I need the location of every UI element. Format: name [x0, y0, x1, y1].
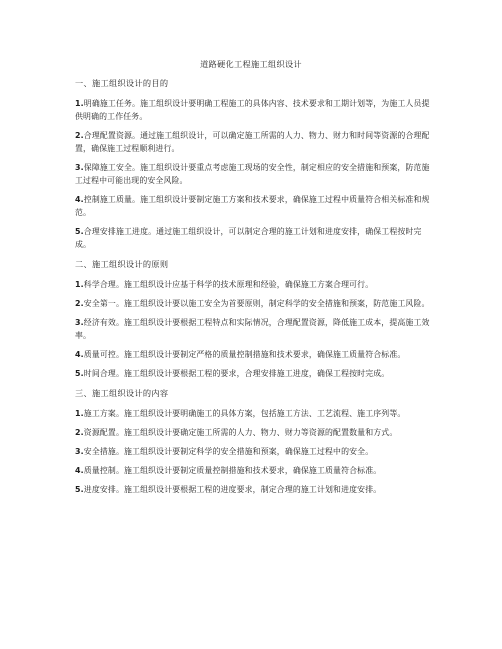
section-heading: 三、施工组织设计的内容: [75, 388, 169, 398]
document-body: [75, 78, 435, 502]
item-text: 质量可控。施工组织设计要制定严格的质量控制措施和技术要求，确保施工质量符合标准。: [83, 350, 406, 359]
item-number: 5.: [75, 485, 84, 494]
item-number: 5.: [75, 369, 84, 378]
section-heading: 一、施工组织设计的目的: [75, 78, 169, 88]
list-item: [75, 407, 435, 420]
item-text: 质量控制。施工组织设计要制定质量控制措施和技术要求，确保施工质量符合标准。: [83, 466, 382, 475]
list-item: [75, 225, 435, 251]
list-item: [75, 426, 435, 439]
item-text: 时间合理。施工组织设计要根据工程的要求，合理安排施工进度，确保工程按时完成。: [83, 369, 390, 378]
list-item: [75, 129, 435, 155]
item-text: 安全措施。施工组织设计要制定科学的安全措施和预案，确保施工过程中的安全。: [83, 447, 374, 456]
item-text: 保障施工安全。施工组织设计要重点考虑施工现场的安全性，制定相应的安全措施和预案，防范施工过程中可能出现的安全风险。: [75, 163, 430, 185]
list-item: [75, 348, 435, 361]
list-item: [75, 445, 435, 458]
item-number: 2.: [75, 299, 84, 308]
item-number: 1.: [75, 409, 84, 418]
item-text: 安全第一。施工组织设计要以施工安全为首要原则，制定科学的安全措施和预案，防范施工风险。: [83, 299, 430, 308]
item-number: 1.: [75, 99, 84, 108]
list-item: [75, 464, 435, 477]
item-number: 2.: [75, 428, 84, 437]
document-title: 道路硬化工程施工组织设计: [200, 59, 302, 69]
item-text: 经济有效。施工组织设计要根据工程特点和实际情况，合理配置资源，降低施工成本，提高施工效率。: [75, 318, 430, 340]
section-heading: 二、施工组织设计的原则: [75, 259, 169, 269]
list-item: [75, 483, 435, 496]
item-text: 明确施工任务。施工组织设计要明确工程施工的具体内容、技术要求和工期计划等，为施工人员提供明确的工作任务。: [75, 99, 430, 121]
list-item: [75, 193, 435, 219]
item-text: 资源配置。施工组织设计要确定施工所需的人力、物力、财力等资源的配置数量和方式。: [83, 428, 398, 437]
item-text: 进度安排。施工组织设计要根据工程的进度要求，制定合理的施工计划和进度安排。: [83, 485, 382, 494]
item-number: 3.: [75, 163, 84, 172]
item-number: 5.: [75, 227, 84, 236]
item-text: 施工方案。施工组织设计要明确施工的具体方案，包括施工方法、工艺流程、施工序列等。: [83, 409, 406, 418]
list-item: [75, 297, 435, 310]
item-number: 1.: [75, 280, 84, 289]
item-number: 3.: [75, 318, 84, 327]
list-item: [75, 161, 435, 187]
item-text: 控制施工质量。施工组织设计要制定施工方案和技术要求，确保施工过程中质量符合相关标准和规范。: [75, 195, 430, 217]
item-number: 4.: [75, 350, 84, 359]
list-item: [75, 316, 435, 342]
item-number: 4.: [75, 195, 84, 204]
list-item: [75, 278, 435, 291]
item-text: 科学合理。施工组织设计应基于科学的技术原理和经验，确保施工方案合理可行。: [83, 280, 374, 289]
item-number: 2.: [75, 131, 84, 140]
list-item: [75, 97, 435, 123]
item-text: 合理安排施工进度。通过施工组织设计，可以制定合理的施工计划和进度安排，确保工程按时完成。: [75, 227, 422, 249]
item-number: 4.: [75, 466, 84, 475]
item-text: 合理配置资源。通过施工组织设计，可以确定施工所需的人力、物力、财力和时间等资源的合理配置，确保施工过程顺利进行。: [75, 131, 430, 153]
list-item: [75, 367, 435, 380]
item-number: 3.: [75, 447, 84, 456]
